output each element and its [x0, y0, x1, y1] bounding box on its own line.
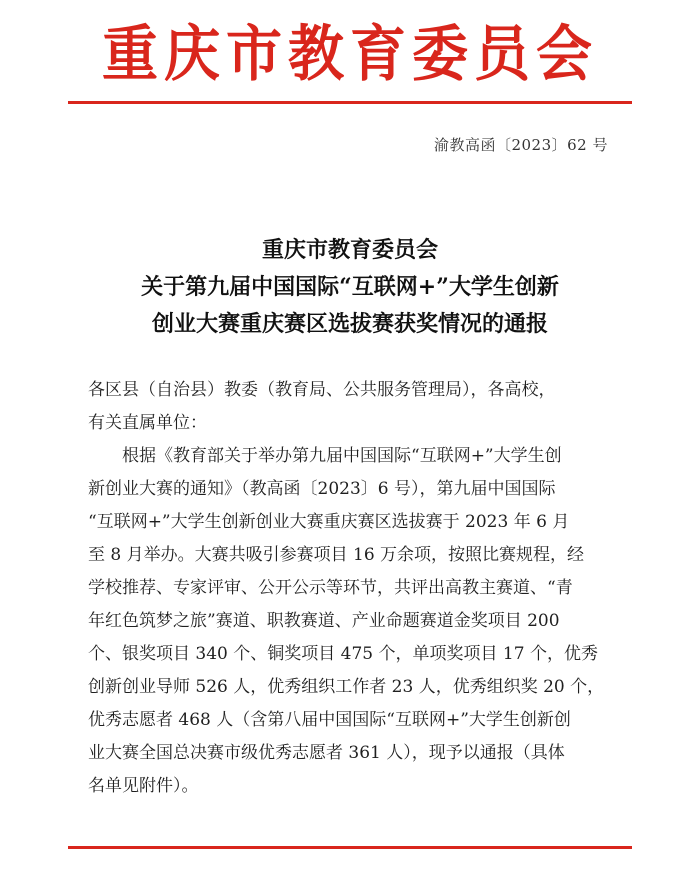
paragraph-line: 至 8 月举办。大赛共吸引参赛项目 16 万余项，按照比赛规程，经 — [88, 545, 585, 565]
paragraph-line: 业大赛全国总决赛市级优秀志愿者 361 人），现予以通报（具体 — [88, 743, 565, 763]
paragraph-line: 学校推荐、专家评审、公开公示等环节，共评出高教主赛道、“青 — [88, 578, 573, 598]
paragraph-line: “互联网+”大学生创新创业大赛重庆赛区选拔赛于 2023 年 6 月 — [88, 512, 570, 532]
paragraph-line: 创新创业导师 526 人，优秀组织工作者 23 人，优秀组织奖 20 个， — [88, 677, 605, 697]
title-line-1: 重庆市教育委员会 — [261, 237, 438, 263]
paragraph-line: 年红色筑梦之旅”赛道、职教赛道、产业命题赛道金奖项目 200 — [88, 611, 560, 631]
paragraph-line: 优秀志愿者 468 人（含第八届中国国际“互联网+”大学生创新创 — [88, 710, 571, 730]
footer-red-rule — [68, 846, 632, 849]
addressee-line-2: 有关直属单位： — [88, 413, 207, 433]
document-number: 渝教高函〔2023〕62 号 — [433, 136, 608, 154]
paragraph-line: 名单见附件）。 — [88, 776, 199, 796]
document-title — [0, 232, 700, 343]
document-body — [88, 374, 616, 803]
masthead-red-rule — [68, 101, 632, 104]
addressee-line-1: 各区县（自治县）教委（教育局、公共服务管理局），各高校， — [88, 380, 556, 400]
paragraph-line: 个、银奖项目 340 个、铜奖项目 475 个，单项奖项目 17 个，优秀 — [88, 644, 598, 664]
paragraph-line: 根据《教育部关于举办第九届中国国际“互联网+”大学生创 — [122, 446, 562, 466]
paragraph-line: 新创业大赛的通知》（教高函〔2023〕6 号），第九届中国国际 — [88, 479, 556, 499]
title-line-2: 关于第九届中国国际“互联网+”大学生创新 — [141, 274, 559, 300]
title-line-3: 创业大赛重庆赛区选拔赛获奖情况的通报 — [151, 311, 548, 337]
masthead-title: 重庆市教育委员会 — [102, 18, 598, 90]
